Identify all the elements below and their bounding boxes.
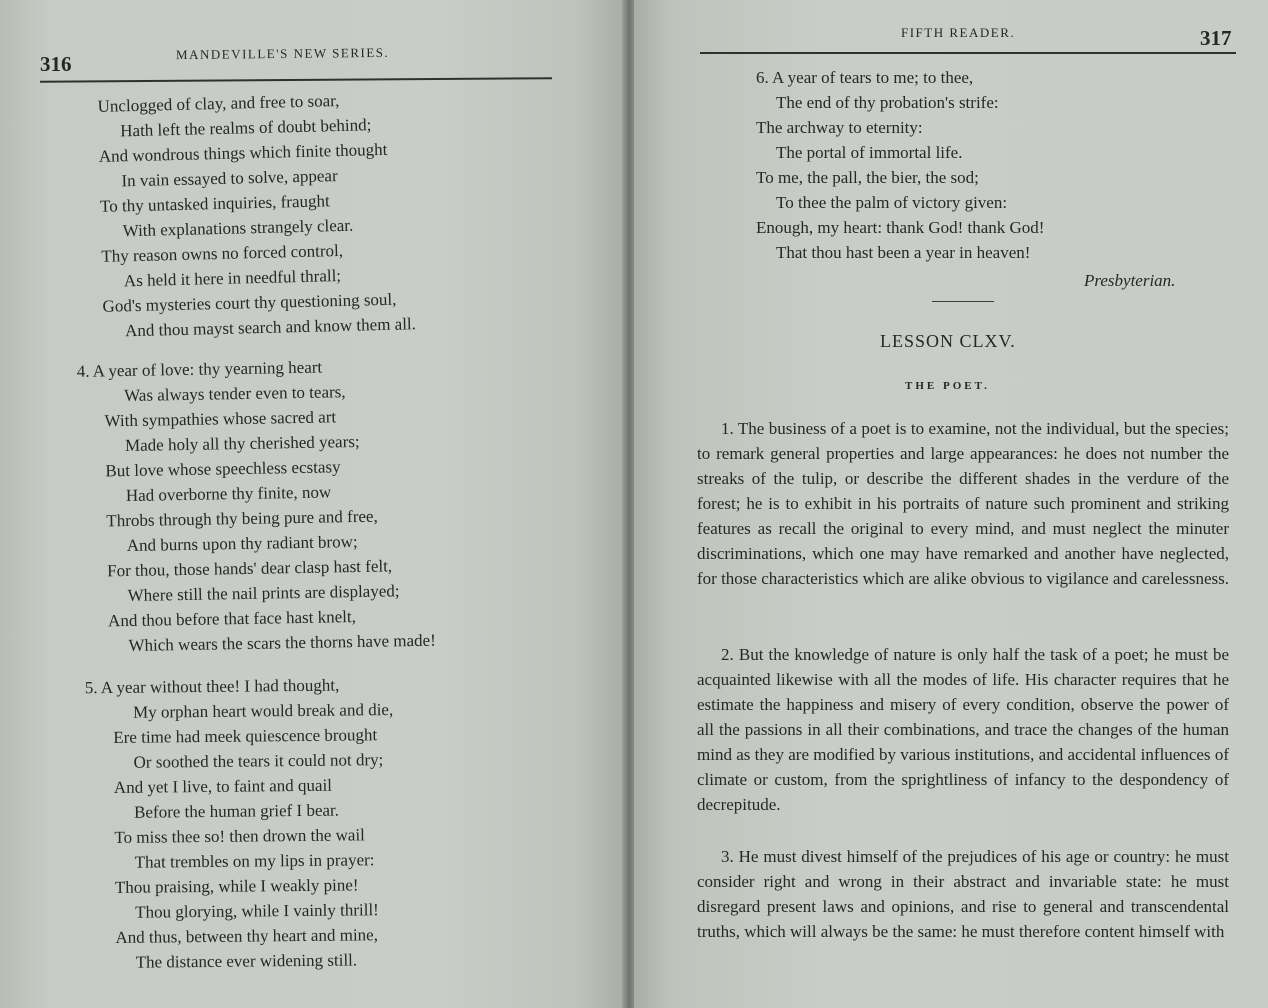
verse-line: 5. A year without thee! I had thought,	[84, 675, 340, 698]
verse-line: In vain essayed to solve, appear	[121, 166, 338, 191]
verse-line: 4. A year of love: thy yearning heart	[76, 357, 323, 381]
verse-line: The end of thy probation's strife:	[776, 93, 999, 112]
prose-paragraph-3: 3. He must divest himself of the prejudices of his age or country: he must consider right and wrong in their abstract and invariable state: he must disregard present laws and opinions, and rise to general and transcendental truths, which will always be the same: he must therefore content himself with	[697, 847, 1229, 941]
prose-paragraph-1: 1. The business of a poet is to examine, not the individual, but the species; to remark general properties and large appearances: he does not number the streaks of the tulip, or describe the different shades in the verdure of the forest; he is to exhibit in his portraits of nature such prominent and striking features as recall the original to every mind, and must neglect the minuter discriminations, which one may have remarked and another have neglected, for those characteristics which are alike obvious to vigilance and carelessness.	[697, 419, 1229, 588]
verse-line: To thee the palm of victory given:	[776, 193, 1008, 212]
verse-line: Where still the nail prints are displayed;	[127, 581, 400, 606]
lesson-subtitle: THE POET.	[905, 380, 990, 392]
section-divider	[932, 301, 994, 302]
prose-paragraph-2: 2. But the knowledge of nature is only half the task of a poet; he must be acquainted likewise with all the modes of life. His character requires that he estimate the happiness and misery of every condition, observe the power of all the passions in all their combinations, and trace the changes of the human mind as they are modified by various institutions, and accidental influences of climate or custom, from the sprightliness of infancy to the despondency of decrepitude.	[697, 645, 1229, 814]
verse-line: And thus, between thy heart and mine,	[115, 925, 379, 947]
verse-line: And thou before that face hast knelt,	[107, 607, 357, 631]
verse-line: Enough, my heart: thank God! thank God!	[756, 218, 1045, 237]
left-running-head: MANDEVILLE'S NEW SERIES.	[175, 44, 390, 63]
verse-line: To me, the pall, the bier, the sod;	[756, 168, 979, 187]
right-page-number: 317	[1200, 26, 1232, 50]
verse-line: Before the human grief I bear.	[134, 800, 340, 822]
verse-line: Hath left the realms of doubt behind;	[120, 115, 372, 141]
verse-line: Thy reason owns no forced control,	[101, 240, 344, 266]
verse-line: Was always tender even to tears,	[123, 382, 346, 406]
verse-line: As held it here in needful thrall;	[123, 266, 342, 291]
verse-line: For thou, those hands' dear clasp hast felt,	[107, 556, 393, 581]
verse-line: With sympathies whose sacred art	[104, 407, 337, 431]
verse-line: The portal of immortal life.	[776, 143, 963, 162]
lesson-title: LESSON CLXV.	[880, 331, 1016, 351]
verse-line: Thou praising, while I weakly pine!	[114, 875, 359, 897]
verse-line: God's mysteries court thy questioning soul,	[102, 289, 397, 316]
verse-line: To miss thee so! then drown the wail	[114, 825, 365, 847]
verse-line: Which wears the scars the thorns have made!	[128, 630, 436, 656]
verse-line: That trembles on my lips in prayer:	[134, 850, 375, 872]
verse-line: Thou glorying, while I vainly thrill!	[135, 900, 379, 922]
right-head-rule	[700, 52, 1236, 54]
verse-line: Throbs through thy being pure and free,	[106, 506, 378, 531]
verse-line: Or soothed the tears it could not dry;	[133, 750, 384, 772]
verse-line: But love whose speechless ecstasy	[105, 457, 341, 481]
left-head-rule	[40, 77, 552, 83]
verse-line: And yet I live, to faint and quail	[113, 775, 333, 797]
verse-line: Unclogged of clay, and free to soar,	[97, 91, 340, 116]
left-page	[0, 0, 626, 1008]
verse-line: The distance ever widening still.	[135, 950, 358, 972]
verse-line: Ere time had meek quiescence brought	[113, 725, 378, 747]
verse-line: Had overborne thy finite, now	[125, 482, 332, 506]
verse-line: That thou hast been a year in heaven!	[776, 243, 1031, 262]
right-running-head: FIFTH READER.	[901, 25, 1016, 40]
verse-line: And wondrous things which finite thought	[98, 139, 388, 166]
verse-line: And burns upon thy radiant brow;	[126, 532, 358, 556]
verse-line: Made holy all thy cherished years;	[124, 431, 360, 456]
verse-line: The archway to eternity:	[756, 118, 923, 137]
verse-line: And thou mayst search and know them all.	[124, 314, 417, 341]
verse-line: To thy untasked inquiries, fraught	[99, 191, 330, 216]
verse-line: My orphan heart would break and die,	[132, 700, 394, 722]
verse-line: 6. A year of tears to me; to thee,	[756, 68, 974, 87]
verse-line: With explanations strangely clear.	[122, 215, 354, 241]
poem-credit: Presbyterian.	[1084, 271, 1176, 290]
left-page-number: 316	[40, 52, 72, 76]
